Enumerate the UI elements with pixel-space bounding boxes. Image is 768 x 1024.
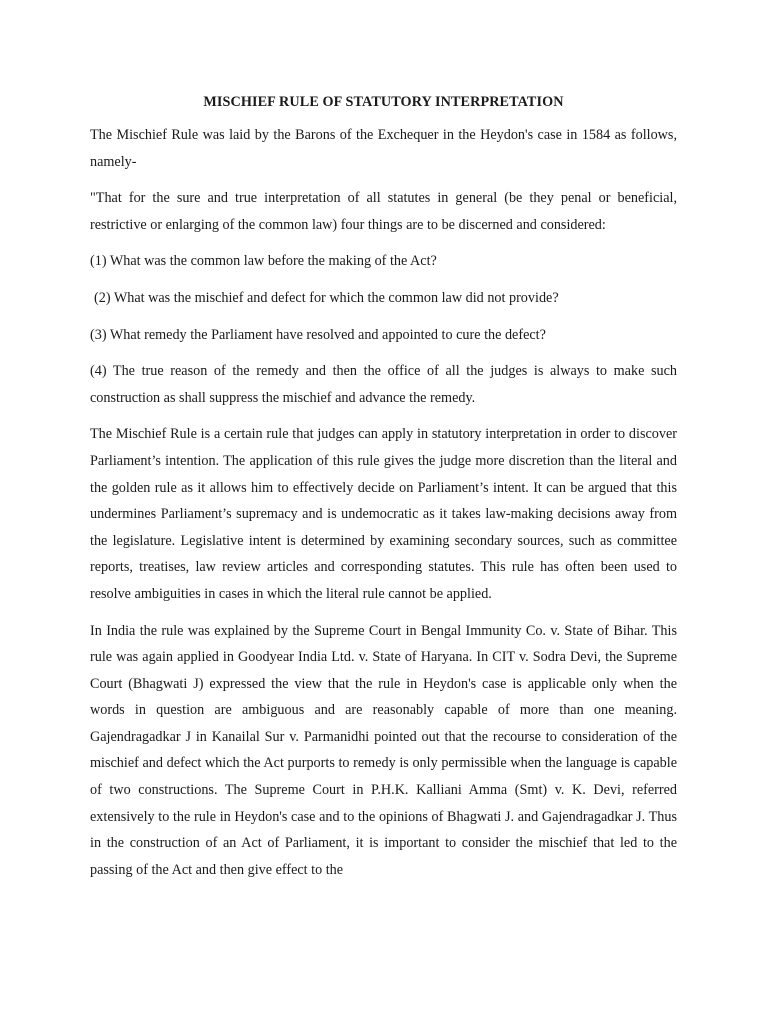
paragraph-question-4: (4) The true reason of the remedy and then the office of all the judges is always to make such construction as shall suppress the mischief and advance the remedy. — [90, 363, 677, 406]
paragraph-india: In India the rule was explained by the Supreme Court in Bengal Immunity Co. v. State of Bihar. This rule was again applied in Goodyear India Ltd. v. State of Haryana. In CIT v. Sodra Devi, the Supreme Court (Bhagwati J) expressed the view that the rule in Heydon's case is applicable only when the words in question are ambiguous and are reasonably capable of more than one meaning. Gajendragadkar J in Kanailal Sur v. Parmanidhi pointed out that the recourse to consideration of the mischief and defect which the Act purports to remedy is only permissible when the language is capable of two constructions. The Supreme Court in P.H.K. Kalliani Amma (Smt) v. K. Devi, referred extensively to the rule in Heydon's case and to the opinions of Bhagwati J. and Gajendragadkar J. Thus in the construction of an Act of Parliament, it is important to consider the mischief that led to the passing of the Act and then give effect to the — [90, 622, 677, 878]
paragraph-intro: The Mischief Rule was laid by the Barons of the Exchequer in the Heydon's case in 1584 as follows, namely- — [90, 127, 677, 170]
document-title: MISCHIEF RULE OF STATUTORY INTERPRETATION — [203, 94, 564, 110]
paragraph-mischief-rule: The Mischief Rule is a certain rule that judges can apply in statutory interpretation in order to discover Parliament’s intention. The application of this rule gives the judge more discretion than the literal and the golden rule as it allows him to effectively decide on Parliament’s intent. It can be argued that this undermines Parliament’s supremacy and is undemocratic as it takes law-making decisions away from the legislature. Legislative intent is determined by examining secondary sources, such as committee reports, treatises, law review articles and corresponding statutes. This rule has often been used to resolve ambiguities in cases in which the literal rule cannot be applied. — [90, 426, 677, 602]
paragraph-question-2: (2) What was the mischief and defect for which the common law did not provide? — [94, 289, 559, 306]
paragraph-quote: "That for the sure and true interpretation of all statutes in general (be they penal or beneficial, restrictive or enlarging of the common law) four things are to be discerned and considered: — [90, 190, 677, 233]
paragraph-question-1: (1) What was the common law before the making of the Act? — [90, 253, 437, 270]
paragraph-question-3: (3) What remedy the Parliament have resolved and appointed to cure the defect? — [90, 326, 546, 343]
document-page — [90, 92, 677, 893]
